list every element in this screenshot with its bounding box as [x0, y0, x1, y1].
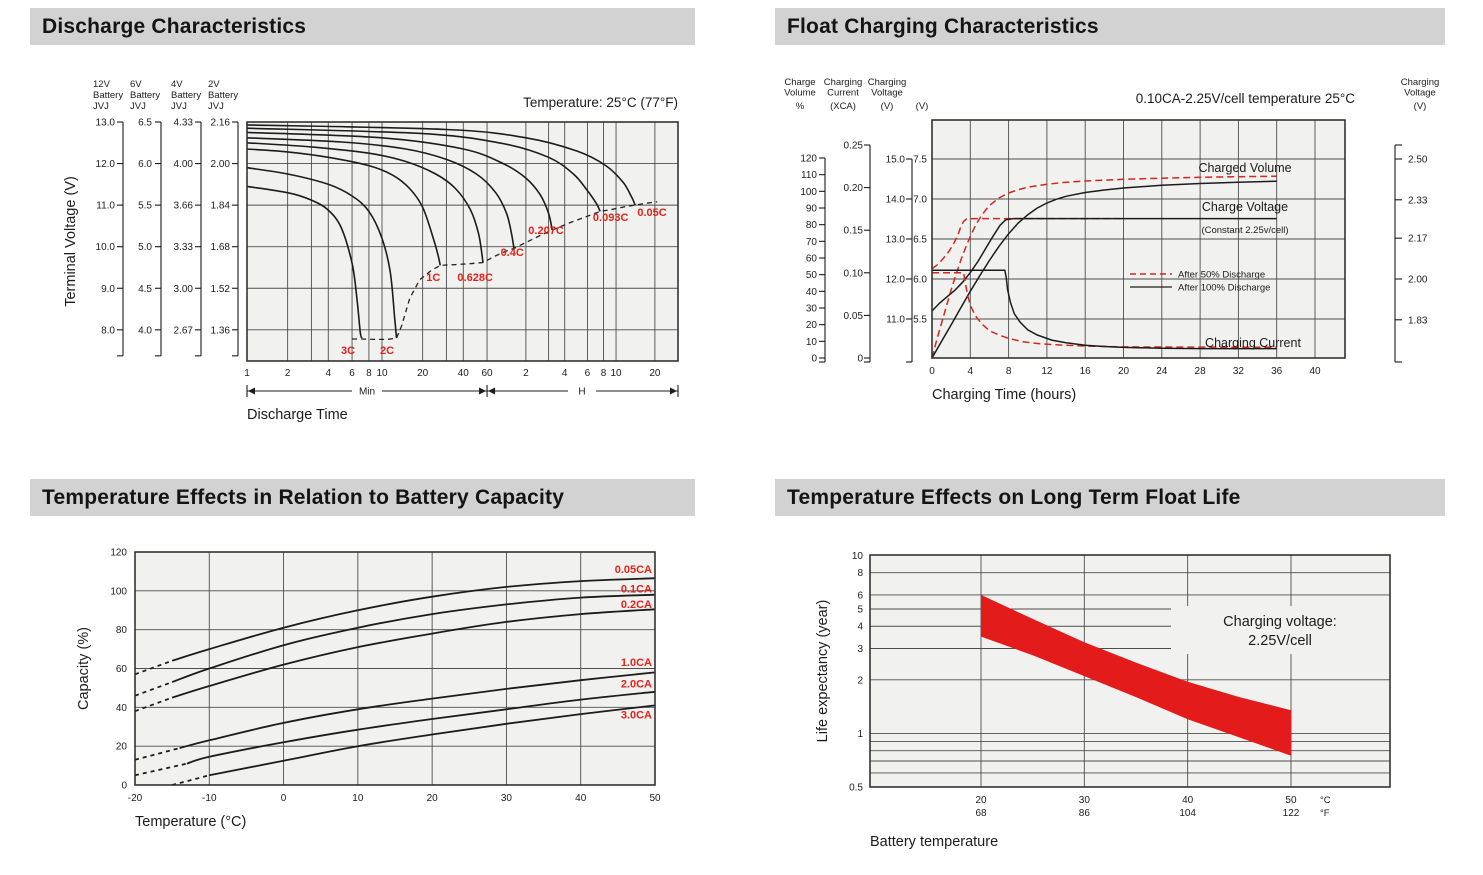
- scale-header: Voltage: [1404, 87, 1436, 99]
- scale-header: Battery: [208, 90, 239, 101]
- section-header-float-charging: [775, 8, 1445, 45]
- y-tick-label: 0.5: [849, 782, 863, 794]
- scale-tick-label: 10.0: [95, 242, 115, 254]
- scale-tick-label: 4.5: [138, 283, 152, 295]
- x-tick-label: -20: [127, 793, 143, 804]
- scale-header: Charging: [823, 77, 863, 88]
- x-tick-label: 36: [1271, 366, 1283, 377]
- arrowhead-icon: [488, 388, 495, 395]
- scale-tick-label: 13.0: [885, 234, 905, 246]
- x-tick-label-celsius: 40: [1182, 795, 1194, 806]
- series-label-2C: 2C: [380, 344, 395, 357]
- x-tick-label: 2: [284, 368, 291, 379]
- x-tick-label: 40: [457, 368, 469, 379]
- scale-header: 6V: [130, 79, 142, 90]
- x-tick-label: 10: [352, 793, 364, 804]
- panel-float-life: [775, 479, 1445, 875]
- x-tick-label: 12: [1041, 366, 1053, 377]
- y-axis-title: Terminal Voltage (V): [63, 176, 79, 307]
- scale-tick-label: 14.0: [885, 194, 905, 206]
- panel-capacity-temperature: [30, 479, 695, 875]
- scale-tick-label: 5.0: [138, 242, 152, 254]
- temperature-capacity-chart: [30, 516, 695, 875]
- scale-tick-label: 3.33: [173, 242, 193, 254]
- temperature-note: Temperature: 25°C (77°F): [523, 95, 678, 110]
- label-charge-voltage-sub: (Constant 2.25v/cell): [1201, 225, 1289, 236]
- series-label-0.05C: 0.05C: [637, 207, 667, 220]
- scale-tick-label: 2.33: [1408, 195, 1428, 207]
- y-tick-label: 3: [857, 643, 863, 655]
- x-tick-label: -10: [202, 793, 217, 804]
- x-tick-label: 0: [929, 366, 935, 377]
- x-tick-label: 32: [1232, 366, 1244, 377]
- x-tick-label: 20: [649, 368, 661, 379]
- x-tick-label: 40: [1309, 366, 1321, 377]
- range-label-h: H: [578, 386, 586, 398]
- scale-tick-label: 11.0: [96, 200, 115, 212]
- scale-tick-label: 70: [805, 236, 817, 248]
- scale-header: 12V: [93, 79, 110, 90]
- series-label-1C: 1C: [426, 272, 441, 285]
- x-tick-label: 8: [366, 368, 372, 379]
- series-label-0.4C: 0.4C: [500, 247, 524, 260]
- series-label-0.093C: 0.093C: [592, 211, 629, 224]
- series-label-2.0CA: 2.0CA: [620, 678, 652, 691]
- discharge-characteristics-chart: [30, 45, 695, 470]
- section-header-discharge: [30, 8, 695, 45]
- y-tick-label: 6: [857, 590, 863, 602]
- x-tick-label: 10: [610, 368, 622, 379]
- x-tick-label-fahrenheit: 68: [975, 808, 987, 819]
- x-tick-label: 30: [500, 793, 512, 804]
- section-title-discharge: Discharge Characteristics: [42, 14, 307, 38]
- scale-header: JVJ: [130, 101, 146, 112]
- x-tick-label: 16: [1079, 366, 1091, 377]
- scale-unit: %: [795, 101, 805, 112]
- float-charging-characteristics-chart: [775, 45, 1445, 470]
- series-label-0.05CA: 0.05CA: [614, 563, 652, 576]
- panel-discharge: [30, 8, 695, 470]
- x-tick-label: 24: [1156, 366, 1168, 377]
- label-charged-volume: Charged Volume: [1198, 161, 1292, 175]
- scale-tick-label: 80: [805, 220, 817, 232]
- y-tick-label: 10: [851, 550, 863, 562]
- scale-tick-label: 1.52: [210, 283, 230, 295]
- scale-tick-label: 2.17: [1408, 233, 1428, 245]
- scale-tick-label: 110: [801, 170, 817, 182]
- scale-tick-label: 6.0: [913, 274, 927, 286]
- scale-tick-label: 4.00: [173, 159, 193, 171]
- scale-header: JVJ: [171, 101, 187, 112]
- scale-tick-label: 1.84: [210, 200, 230, 212]
- scale-header: Battery: [93, 90, 124, 101]
- scale-tick-label: 0: [857, 353, 863, 365]
- x-tick-label: 28: [1194, 366, 1206, 377]
- scale-unit: (V): [880, 101, 894, 112]
- scale-tick-label: 5.5: [138, 200, 152, 212]
- scale-tick-label: 0.25: [843, 140, 863, 152]
- scale-tick-label: 12.0: [95, 159, 115, 171]
- panel-float-charging: [775, 8, 1445, 470]
- label-charge-voltage: Charge Voltage: [1201, 200, 1289, 214]
- annotation-line-2: 2.25V/cell: [1248, 633, 1312, 649]
- scale-tick-label: 0: [811, 353, 817, 365]
- scale-tick-label: 6.5: [913, 234, 927, 246]
- section-title-float-charging: Float Charging Characteristics: [787, 14, 1099, 38]
- y-axis-title: Capacity (%): [76, 627, 92, 710]
- scale-tick-label: 0.15: [843, 225, 863, 237]
- x-tick-label: 1: [244, 368, 250, 379]
- annotation-line-1: Charging voltage:: [1223, 614, 1337, 630]
- scale-tick-label: 1.36: [210, 325, 230, 337]
- x-tick-label: 4: [561, 368, 568, 379]
- scale-tick-label: 1.68: [210, 242, 230, 254]
- series-label-0.1CA: 0.1CA: [620, 583, 652, 596]
- series-label-3.0CA: 3.0CA: [620, 709, 652, 722]
- scale-tick-label: 13.0: [95, 117, 115, 129]
- x-tick-label-fahrenheit: 122: [1282, 808, 1300, 819]
- scale-tick-label: 30: [805, 303, 817, 315]
- series-label-3C: 3C: [340, 344, 356, 357]
- y-tick-label: 0: [121, 780, 127, 792]
- y-tick-label: 1: [857, 728, 863, 740]
- arrowhead-icon: [670, 388, 677, 395]
- x-tick-label-celsius: 20: [975, 795, 987, 806]
- scale-tick-label: 7.0: [913, 194, 927, 206]
- x-tick-label-fahrenheit: 104: [1179, 808, 1197, 819]
- scale-header: 4V: [171, 79, 183, 90]
- scale-tick-label: 6.5: [138, 117, 152, 129]
- arrowhead-icon: [479, 388, 486, 395]
- scale-tick-label: 5.5: [913, 314, 927, 326]
- scale-tick-label: 40: [805, 286, 817, 298]
- scale-tick-label: 6.0: [138, 159, 152, 171]
- scale-tick-label: 4.0: [138, 325, 152, 337]
- condition-note: 0.10CA-2.25V/cell temperature 25°C: [1135, 91, 1355, 106]
- scale-tick-label: 10: [805, 336, 817, 348]
- scale-unit: (XCA): [830, 101, 856, 112]
- x-tick-label: 4: [325, 368, 332, 379]
- section-title-capacity-temperature: Temperature Effects in Relation to Battery Capacity: [42, 485, 565, 509]
- scale-tick-label: 60: [805, 253, 817, 265]
- scale-header: Charge: [784, 77, 816, 88]
- scale-tick-label: 3.66: [173, 200, 193, 212]
- x-tick-label-celsius: 30: [1078, 795, 1090, 806]
- scale-tick-label: 4.33: [173, 117, 193, 129]
- x-tick-label: 20: [426, 793, 438, 804]
- x-tick-label: 6: [349, 368, 355, 379]
- x-tick-label: 60: [481, 368, 493, 379]
- x-tick-label: 4: [967, 366, 974, 377]
- scale-header: Charging: [1400, 77, 1440, 88]
- scale-tick-label: 15.0: [885, 154, 905, 166]
- y-tick-label: 40: [115, 702, 127, 714]
- y-tick-label: 2: [857, 675, 863, 687]
- section-header-float-life: [775, 479, 1445, 516]
- x-unit-fahrenheit: °F: [1320, 808, 1330, 819]
- scale-header: Voltage: [871, 87, 903, 99]
- scale-tick-label: 50: [805, 270, 817, 282]
- y-tick-label: 100: [110, 586, 127, 598]
- y-tick-label: 20: [115, 741, 127, 753]
- scale-header: JVJ: [208, 101, 224, 112]
- section-header-capacity-temperature: [30, 479, 695, 516]
- label-charging-current: Charging Current: [1205, 336, 1301, 350]
- scale-tick-label: 0.10: [843, 268, 863, 280]
- x-tick-label: 10: [376, 368, 388, 379]
- scale-header: 2V: [208, 79, 220, 90]
- x-axis-title: Discharge Time: [247, 407, 348, 423]
- y-axis-title: Life expectancy (year): [815, 599, 831, 743]
- scale-tick-label: 0.05: [843, 310, 863, 322]
- x-tick-label: 0: [280, 793, 287, 804]
- x-tick-label: 2: [523, 368, 529, 379]
- scale-tick-label: 0.20: [843, 183, 863, 195]
- x-tick-label: 20: [417, 368, 429, 379]
- scale-tick-label: 12.0: [885, 274, 905, 286]
- scale-tick-label: 11.0: [886, 314, 905, 326]
- y-tick-label: 60: [115, 664, 127, 675]
- x-unit-celsius: °C: [1320, 795, 1331, 806]
- scale-tick-label: 8.0: [101, 325, 115, 337]
- x-tick-label: 40: [575, 793, 587, 804]
- scale-header: Charging: [867, 77, 907, 88]
- scale-tick-label: 2.00: [210, 159, 230, 171]
- x-tick-label: 20: [1117, 366, 1130, 377]
- scale-tick-label: 90: [805, 203, 817, 215]
- scale-tick-label: 9.0: [101, 283, 115, 295]
- x-axis-title: Charging Time (hours): [932, 387, 1077, 403]
- scale-tick-label: 2.67: [173, 325, 193, 337]
- scale-tick-label: 3.00: [173, 283, 193, 295]
- y-tick-label: 8: [857, 568, 863, 580]
- series-label-0.628C: 0.628C: [457, 272, 493, 285]
- range-label-min: Min: [358, 386, 376, 398]
- series-label-0.2CA: 0.2CA: [620, 598, 652, 611]
- x-tick-label: 8: [1005, 366, 1012, 377]
- series-label-0.207C: 0.207C: [528, 225, 564, 238]
- series-label-1.0CA: 1.0CA: [620, 657, 652, 670]
- scale-tick-label: 20: [805, 320, 817, 332]
- y-tick-label: 5: [857, 604, 863, 616]
- legend-label-100: After 100% Discharge: [1178, 282, 1271, 294]
- scale-tick-label: 2.00: [1408, 274, 1428, 286]
- x-axis-title: Battery temperature: [870, 834, 999, 850]
- x-axis-title: Temperature (°C): [135, 814, 247, 830]
- x-tick-label: 50: [649, 793, 661, 804]
- scale-header: Current: [827, 87, 859, 99]
- scale-tick-label: 1.83: [1408, 315, 1428, 327]
- x-tick-label-fahrenheit: 86: [1078, 808, 1090, 819]
- scale-unit: (V): [915, 101, 929, 112]
- scale-header: Battery: [171, 90, 202, 101]
- scale-tick-label: 2.16: [210, 117, 230, 129]
- y-tick-label: 120: [110, 547, 127, 559]
- float-life-chart: [775, 516, 1445, 875]
- scale-header: Battery: [130, 90, 161, 101]
- scale-header: Volume: [784, 87, 816, 99]
- section-title-float-life: Temperature Effects on Long Term Float Life: [787, 485, 1241, 509]
- scale-tick-label: 7.5: [913, 154, 927, 166]
- scale-tick-label: 120: [800, 153, 817, 165]
- scale-tick-label: 2.50: [1408, 154, 1428, 166]
- scale-unit: (V): [1413, 101, 1427, 112]
- legend-label-50: After 50% Discharge: [1178, 269, 1266, 281]
- x-tick-label: 8: [600, 368, 607, 379]
- y-tick-label: 4: [857, 621, 863, 633]
- y-tick-label: 80: [115, 625, 127, 637]
- x-tick-label-celsius: 50: [1285, 795, 1297, 806]
- scale-tick-label: 100: [800, 186, 817, 198]
- x-tick-label: 6: [584, 368, 591, 379]
- scale-header: JVJ: [93, 101, 109, 112]
- arrowhead-icon: [248, 388, 255, 395]
